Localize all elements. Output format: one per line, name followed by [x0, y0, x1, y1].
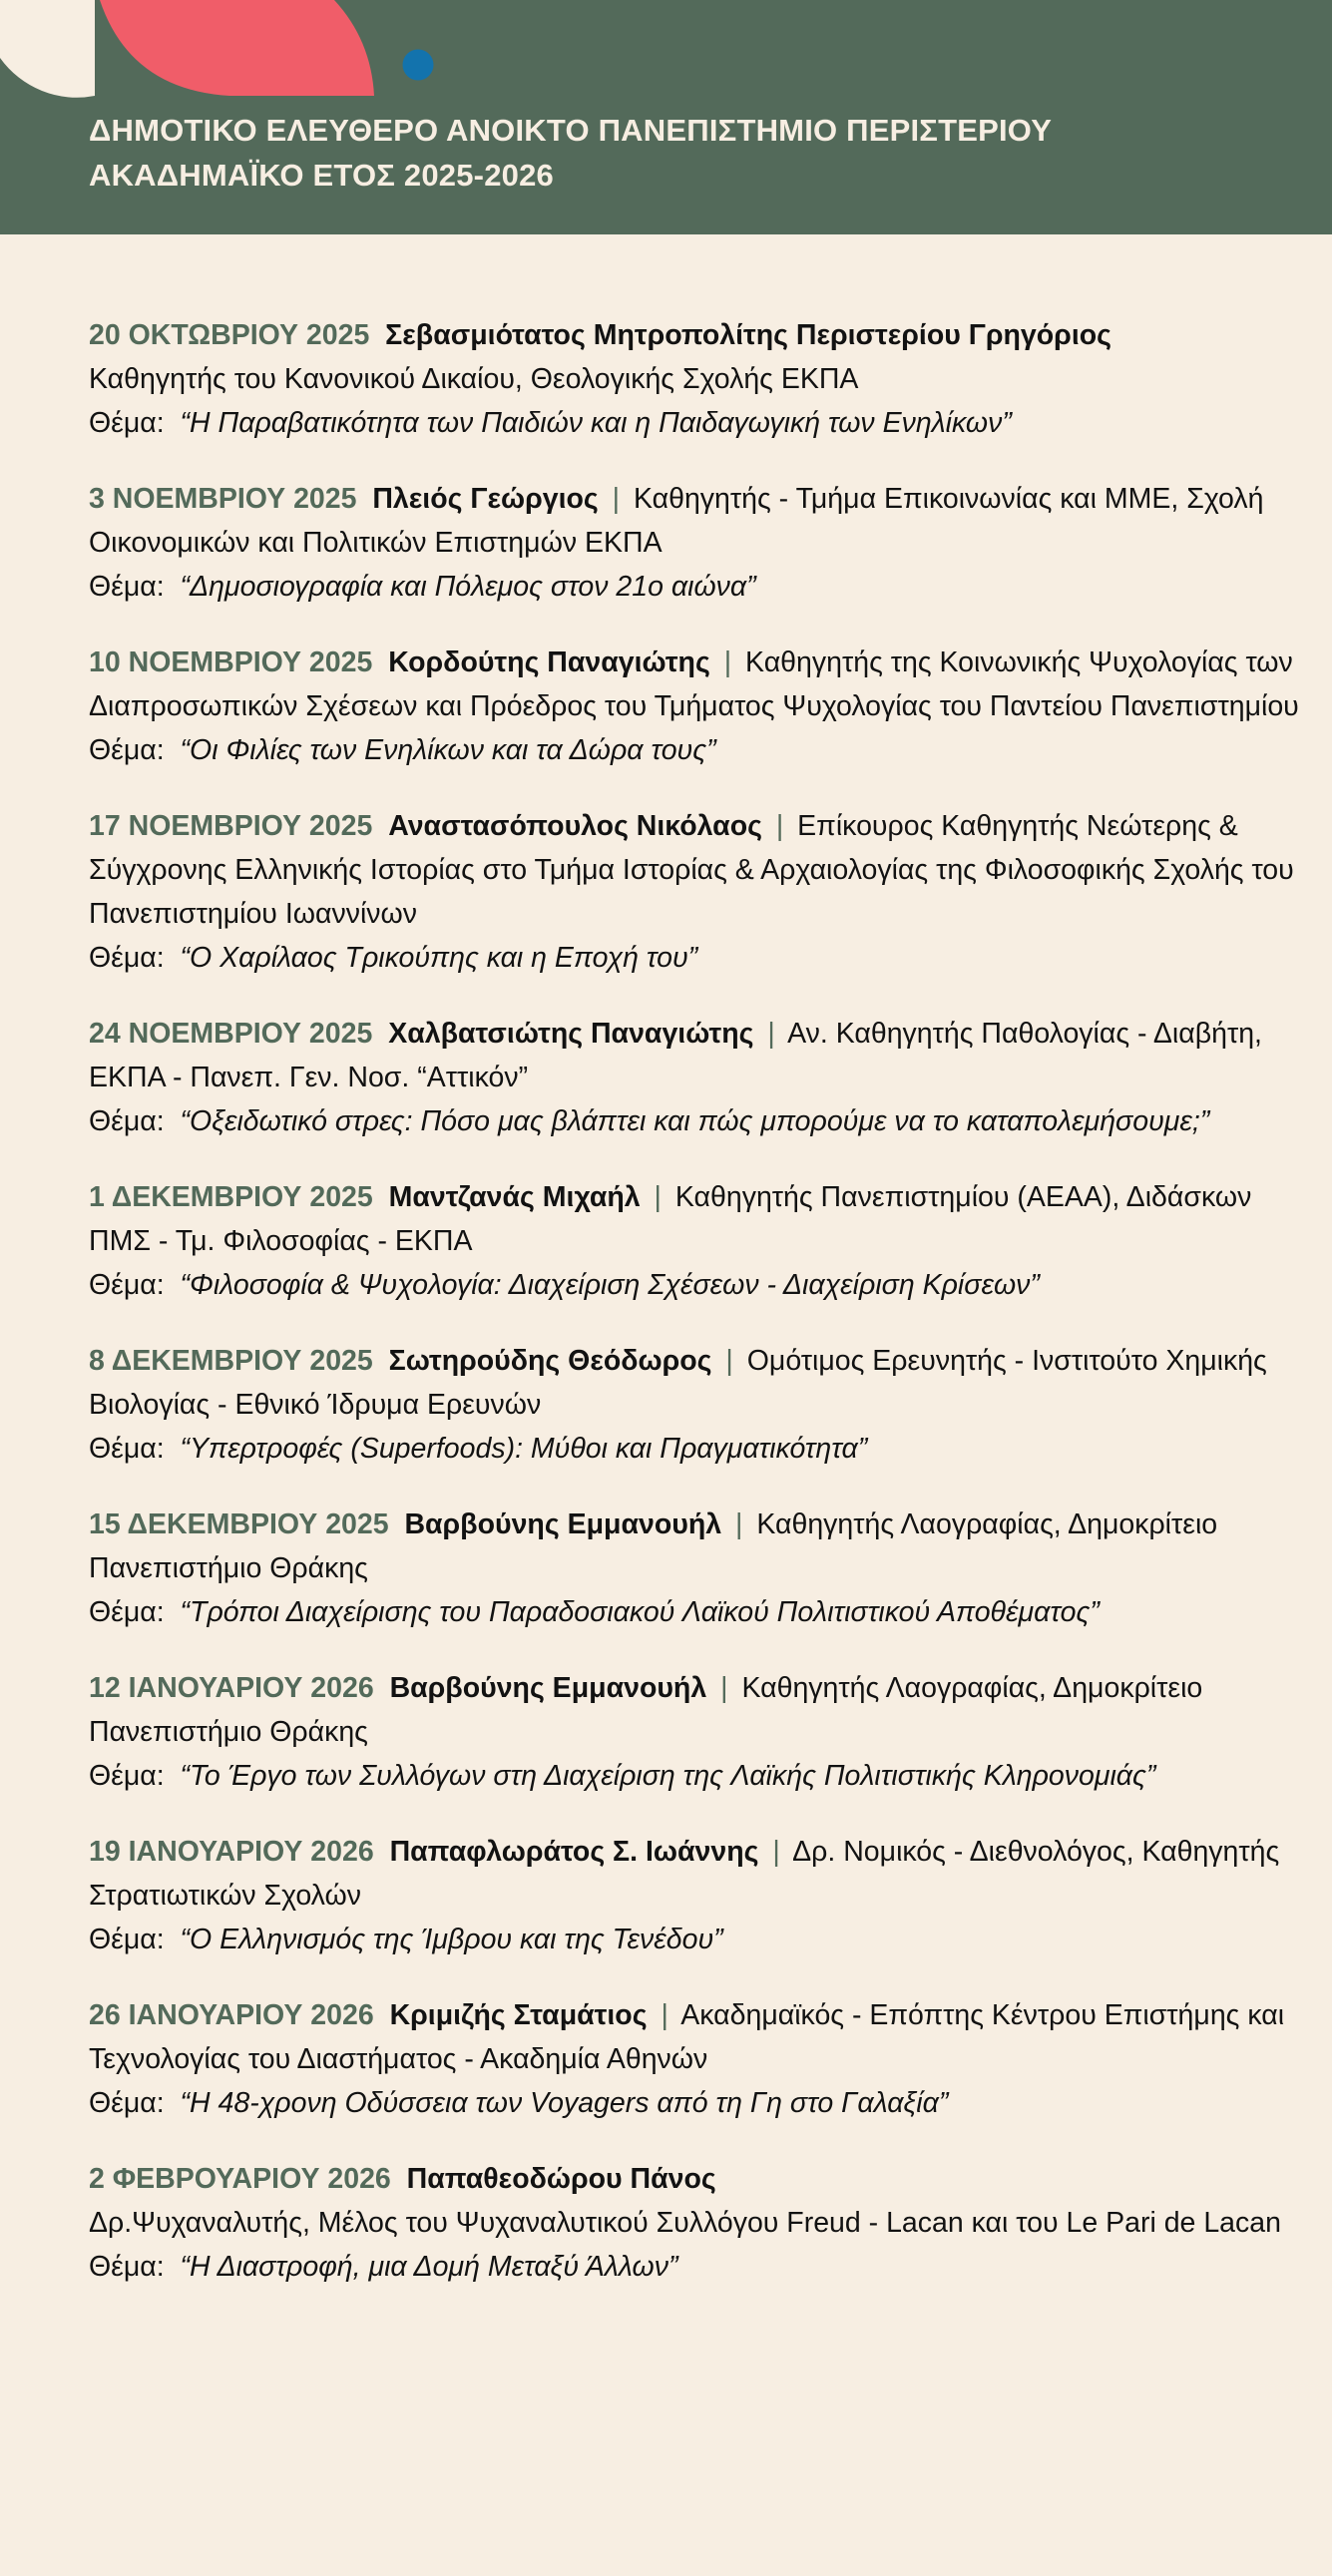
lecture-topic: “Δημοσιογραφία και Πόλεμος στον 21ο αιώνα” — [180, 571, 756, 603]
lecture-entry — [89, 477, 1306, 609]
topic-label: Θέμα: — [89, 2087, 165, 2119]
lecture-heading — [89, 810, 762, 842]
lecture-heading — [89, 1018, 753, 1050]
lecture-speaker: Σωτηρούδης Θεόδωρος — [388, 1345, 712, 1377]
lecture-speaker: Μαντζανάς Μιχαήλ — [388, 1181, 641, 1213]
lecture-affiliation: Αν. Καθηγητής Παθολογίας - Διαβήτη, ΕΚΠΑ - Πανεπ. Γεν. Νοσ. “Αττικόν” — [89, 1018, 1262, 1093]
lecture-topic-line — [89, 936, 1306, 980]
lecture-schedule — [89, 313, 1306, 2321]
separator-bar: | — [661, 1999, 668, 2031]
lecture-speaker: Σεβασμιότατος Μητροπολίτης Περιστερίου Γρηγόριος — [385, 319, 1111, 351]
lecture-topic: “Οι Φιλίες των Ενηλίκων και τα Δώρα τους” — [180, 734, 716, 766]
topic-label: Θέμα: — [89, 2251, 165, 2283]
lecture-affiliation: Δρ.Ψυχαναλυτής, Μέλος του Ψυχαναλυτικού Συλλόγου Freud - Lacan και του Le Pari de Lacan — [89, 2207, 1281, 2239]
lecture-entry — [89, 2157, 1306, 2289]
lecture-affiliation: Καθηγητής Λαογραφίας, Δημοκρίτειο Πανεπιστήμιο Θράκης — [89, 1672, 1203, 1748]
lecture-date: 10 ΝΟΕΜΒΡΙΟΥ 2025 — [89, 646, 373, 678]
page-title — [89, 108, 1052, 198]
topic-label: Θέμα: — [89, 1269, 165, 1301]
lecture-heading — [89, 1836, 758, 1868]
lecture-heading — [89, 483, 599, 515]
topic-label: Θέμα: — [89, 734, 165, 766]
lecture-affiliation: Καθηγητής Λαογραφίας, Δημοκρίτειο Πανεπιστήμιο Θράκης — [89, 1508, 1218, 1584]
separator-bar: | — [720, 1672, 728, 1704]
lecture-topic-line — [89, 2245, 1306, 2289]
lecture-heading — [89, 646, 710, 678]
lecture-topic-line — [89, 1918, 1306, 1961]
lecture-speaker: Βαρβούνης Εμμανουήλ — [389, 1672, 707, 1704]
lecture-speaker: Βαρβούνης Εμμανουήλ — [404, 1508, 722, 1540]
topic-label: Θέμα: — [89, 1760, 165, 1792]
lecture-topic-line — [89, 565, 1306, 609]
lecture-date: 8 ΔΕΚΕΜΒΡΙΟΥ 2025 — [89, 1345, 373, 1377]
lecture-date: 2 ΦΕΒΡΟΥΑΡΙΟΥ 2026 — [89, 2163, 391, 2195]
lecture-topic-line — [89, 401, 1306, 445]
lecture-entry — [89, 1666, 1306, 1798]
lecture-speaker: Πλειός Γεώργιος — [372, 483, 599, 515]
header-banner — [0, 0, 1332, 234]
lecture-date: 26 ΙΑΝΟΥΑΡΙΟΥ 2026 — [89, 1999, 374, 2031]
lecture-date: 12 ΙΑΝΟΥΑΡΙΟΥ 2026 — [89, 1672, 374, 1704]
topic-label: Θέμα: — [89, 571, 165, 603]
separator-bar: | — [723, 646, 732, 678]
lecture-affiliation: Καθηγητής - Τμήμα Επικοινωνίας και ΜΜΕ, Σχολή Οικονομικών και Πολιτικών Επιστημών ΕΚΠΑ — [89, 483, 1264, 559]
lecture-topic: “Η Διαστροφή, μια Δομή Μεταξύ Άλλων” — [180, 2251, 678, 2283]
lecture-topic: “Ο Χαρίλαος Τρικούπης και η Εποχή του” — [180, 942, 698, 974]
lecture-affiliation: Καθηγητής Πανεπιστημίου (ΑΕΑΑ), Διδάσκων ΠΜΣ - Τμ. Φιλοσοφίας - ΕΚΠΑ — [89, 1181, 1252, 1257]
lecture-topic-line — [89, 1263, 1306, 1307]
lecture-date: 19 ΙΑΝΟΥΑΡΙΟΥ 2026 — [89, 1836, 374, 1868]
lecture-topic-line — [89, 728, 1306, 772]
lecture-entry — [89, 1503, 1306, 1634]
lecture-topic: “Η 48-χρονη Οδύσσεια των Voyagers από τη Γη στο Γαλαξία” — [180, 2087, 949, 2119]
topic-label: Θέμα: — [89, 1924, 165, 1955]
lecture-date: 24 ΝΟΕΜΒΡΙΟΥ 2025 — [89, 1018, 373, 1050]
lecture-entry — [89, 313, 1306, 445]
lecture-heading — [89, 319, 1111, 351]
lecture-date: 17 ΝΟΕΜΒΡΙΟΥ 2025 — [89, 810, 373, 842]
lecture-date: 3 ΝΟΕΜΒΡΙΟΥ 2025 — [89, 483, 357, 515]
lecture-speaker: Κριμιζής Σταμάτιος — [389, 1999, 648, 2031]
separator-bar: | — [772, 1836, 780, 1868]
lecture-heading — [89, 1672, 706, 1704]
topic-label: Θέμα: — [89, 1105, 165, 1137]
lecture-topic: “Το Έργο των Συλλόγων στη Διαχείριση της Λαϊκής Πολιτιστικής Κληρονομιάς” — [180, 1760, 1156, 1792]
lecture-affiliation: Δρ. Νομικός - Διεθνολόγος, Καθηγητής Στρατιωτικών Σχολών — [89, 1836, 1280, 1912]
topic-label: Θέμα: — [89, 407, 165, 439]
lecture-topic-line — [89, 1754, 1306, 1798]
lecture-date: 1 ΔΕΚΕΜΒΡΙΟΥ 2025 — [89, 1181, 373, 1213]
lecture-speaker: Χαλβατσιώτης Παναγιώτης — [388, 1018, 754, 1050]
lecture-entry — [89, 1993, 1306, 2125]
separator-bar: | — [612, 483, 621, 515]
lecture-entry — [89, 804, 1306, 980]
lecture-heading — [89, 1181, 641, 1213]
lecture-date: 15 ΔΕΚΕΜΒΡΙΟΥ 2025 — [89, 1508, 389, 1540]
lecture-topic: “Φιλοσοφία & Ψυχολογία: Διαχείριση Σχέσεων - Διαχείριση Κρίσεων” — [180, 1269, 1040, 1301]
lecture-affiliation: Καθηγητής της Κοινωνικής Ψυχολογίας των Διαπροσωπικών Σχέσεων και Πρόεδρος του Τμήματος Ψυχολογίας του Παντείου Πανεπιστημίου — [89, 646, 1299, 722]
lecture-entry — [89, 1830, 1306, 1961]
pink-leaf-shape — [100, 0, 374, 96]
title-line-academic-year: ΑΚΑΔΗΜΑΪΚΟ ΕΤΟΣ 2025-2026 — [89, 158, 554, 193]
decorative-shapes — [0, 0, 459, 100]
blue-dot-shape — [403, 50, 434, 81]
lecture-heading — [89, 1508, 721, 1540]
lecture-speaker: Παπαθεοδώρου Πάνος — [406, 2163, 716, 2195]
lecture-heading — [89, 2163, 716, 2195]
separator-bar: | — [725, 1345, 733, 1377]
lecture-affiliation: Ακαδημαϊκός - Επόπτης Κέντρου Επιστήμης και Τεχνολογίας του Διαστήματος - Ακαδημία Αθηνών — [89, 1999, 1285, 2075]
lecture-entry — [89, 1339, 1306, 1471]
title-line-institution: ΔΗΜΟΤΙΚΟ ΕΛΕΥΘΕΡΟ ΑΝΟΙΚΤΟ ΠΑΝΕΠΙΣΤΗΜΙΟ ΠΕΡΙΣΤΕΡΙΟΥ — [89, 113, 1053, 148]
lecture-entry — [89, 641, 1306, 772]
separator-bar: | — [654, 1181, 662, 1213]
separator-bar: | — [775, 810, 784, 842]
lecture-topic: “Υπερτροφές (Superfoods): Μύθοι και Πραγματικότητα” — [180, 1433, 868, 1465]
lecture-entry — [89, 1175, 1306, 1307]
lecture-topic-line — [89, 1427, 1306, 1471]
lecture-topic: “Τρόποι Διαχείρισης του Παραδοσιακού Λαϊκού Πολιτιστικού Αποθέματος” — [180, 1596, 1100, 1628]
lecture-entry — [89, 1012, 1306, 1143]
lecture-affiliation: Καθηγητής του Κανονικού Δικαίου, Θεολογικής Σχολής ΕΚΠΑ — [89, 363, 859, 395]
lecture-topic: “Οξειδωτικό στρες: Πόσο μας βλάπτει και πώς μπορούμε να το καταπολεμήσουμε;” — [180, 1105, 1210, 1137]
lecture-topic-line — [89, 2081, 1306, 2125]
lecture-affiliation: Ομότιμος Ερευνητής - Ινστιτούτο Χημικής Βιολογίας - Εθνικό Ίδρυμα Ερευνών — [89, 1345, 1267, 1421]
lecture-speaker: Αναστασόπουλος Νικόλαος — [388, 810, 762, 842]
lecture-affiliation: Επίκουρος Καθηγητής Νεώτερης & Σύγχρονης Ελληνικής Ιστορίας στο Τμήμα Ιστορίας & Αρχαιολογίας της Φιλοσοφικής Σχολής του Πανεπιστημίου Ιωαννίνων — [89, 810, 1294, 930]
topic-label: Θέμα: — [89, 942, 165, 974]
lecture-heading — [89, 1999, 648, 2031]
lecture-speaker: Παπαφλωράτος Σ. Ιωάννης — [389, 1836, 759, 1868]
lecture-topic-line — [89, 1590, 1306, 1634]
lecture-topic: “Ο Ελληνισμός της Ίμβρου και της Τενέδου” — [180, 1924, 723, 1955]
lecture-speaker: Κορδούτης Παναγιώτης — [388, 646, 710, 678]
lecture-heading — [89, 1345, 712, 1377]
lecture-topic-line — [89, 1099, 1306, 1143]
lecture-date: 20 ΟΚΤΩΒΡΙΟΥ 2025 — [89, 319, 370, 351]
topic-label: Θέμα: — [89, 1596, 165, 1628]
separator-bar: | — [735, 1508, 743, 1540]
cream-quarter-circle-shape — [0, 0, 95, 98]
topic-label: Θέμα: — [89, 1433, 165, 1465]
separator-bar: | — [767, 1018, 775, 1050]
lecture-topic: “Η Παραβατικότητα των Παιδιών και η Παιδαγωγική των Ενηλίκων” — [180, 407, 1012, 439]
